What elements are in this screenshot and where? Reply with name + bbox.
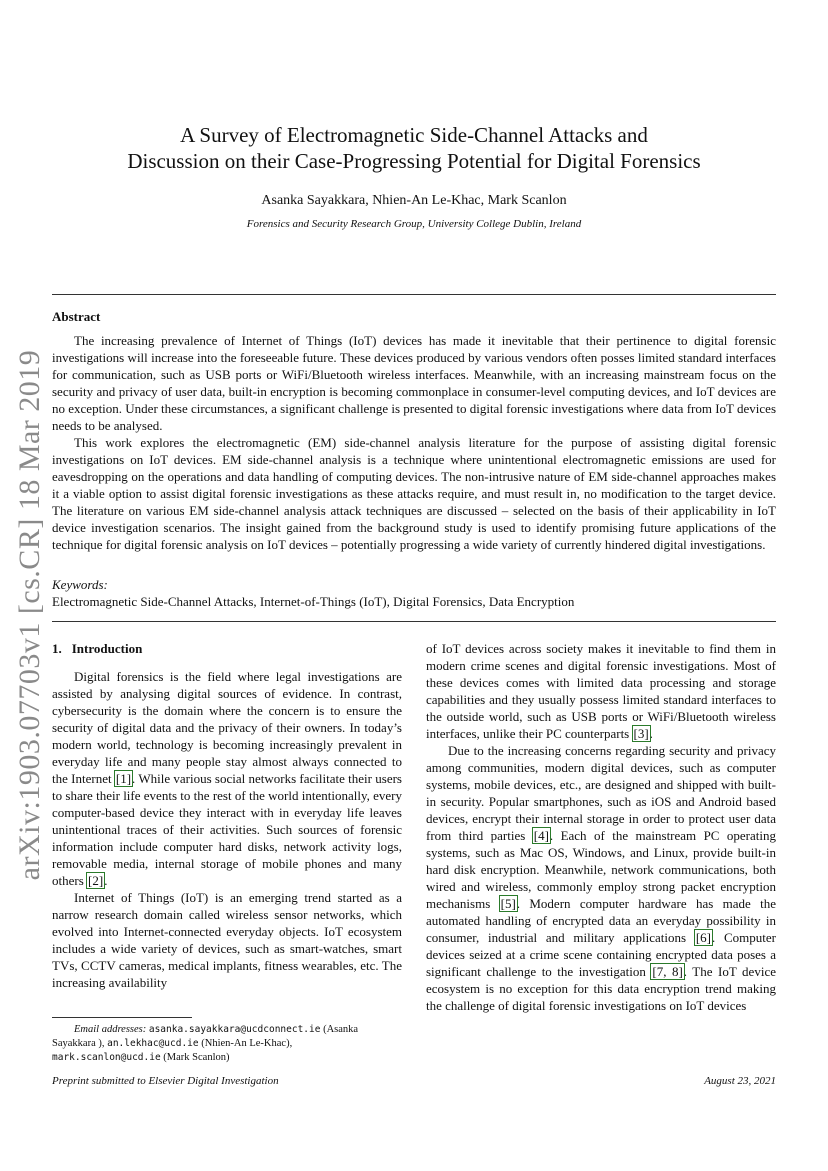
email-link[interactable]: mark.scanlon@ucd.ie (52, 1052, 161, 1063)
arxiv-id[interactable]: arXiv:1903.07703v1 [cs.CR] 18 Mar 2019 (13, 349, 46, 881)
email-link[interactable]: an.lekhac@ucd.ie (107, 1038, 199, 1049)
arxiv-stamp[interactable] (8, 349, 52, 881)
citation-link[interactable]: [5] (500, 896, 516, 911)
email-owner: (Asanka Sayakkara ), (52, 1024, 359, 1049)
title-line-2: Discussion on their Case-Progressing Potential for Digital Forensics (127, 149, 701, 173)
text-run: . (104, 873, 108, 888)
keywords (52, 576, 776, 610)
abstract-top-rule (52, 294, 776, 295)
text-run: . The IoT device ecosystem is no exception for this data encryption trend making the challenge of digital forensic investigations on IoT devices (426, 964, 776, 1013)
footer-venue: Preprint submitted to Elsevier Digital Investigation (52, 1075, 279, 1087)
text-run: Digital forensics is the field where legal investigations are assisted by analysing digital sources of evidence. In contrast, cybersecurity is the domain where the concern is to ensure the security of digital data and the privacy of their owners. In today’s modern world, technology is becoming increasingly prevalent in everyday life and many people stay almost always connected to the Internet (52, 669, 402, 786)
text-run: . While various social networks facilitate their users to share their life events to the rest of the world intentionally, every computer-based device they interact with in everyday life leaves unintentional traces of their activities. Such sources of forensic information include computer hard disks, network activity logs, removable media, internal storage of mobile phones and many others (52, 771, 402, 888)
right-column (426, 640, 776, 1014)
footer-date: August 23, 2021 (704, 1075, 776, 1087)
intro-paragraph-2: Internet of Things (IoT) is an emerging trend started as a narrow research domain called wireless sensor networks, which evolved into Internet-connected everyday objects. IoT ecosystem includes a wide variety of devices, such as smart-watches, smart TVs, CCTV cameras, medical implants, fitness wearables, etc. The increasing availability (52, 890, 402, 990)
abstract-body (52, 332, 776, 553)
citation-link[interactable]: [3] (633, 726, 649, 741)
footnote-label: Email addresses: (74, 1024, 147, 1035)
intro-paragraph-2-continued (426, 640, 776, 742)
affiliation: Forensics and Security Research Group, University College Dublin, Ireland (246, 218, 582, 230)
keywords-text: Electromagnetic Side-Channel Attacks, Internet-of-Things (IoT), Digital Forensics, Data Encryption (52, 594, 575, 609)
intro-paragraph-1 (52, 668, 402, 889)
text-run: Due to the increasing concerns regarding security and privacy among communities, modern digital devices, such as computer systems, mobile devices, etc., are designed and shipped with built-in security. Popular smartphones, such as iOS and Android based devices, encrypt their internal storage in order to protect user data from third parties (426, 743, 776, 843)
citation-link[interactable]: [4] (533, 828, 549, 843)
intro-paragraph-3 (426, 742, 776, 1014)
footnote (52, 1023, 402, 1065)
citation-link[interactable]: [1] (115, 771, 132, 786)
section-number: 1. (52, 641, 62, 656)
abstract-bottom-rule (52, 621, 776, 622)
section-heading (52, 640, 402, 657)
left-column (52, 640, 402, 991)
section-title: Introduction (71, 641, 143, 656)
email-owner: (Nhien-An Le-Khac), (198, 1038, 293, 1049)
text-run: . Modern computer hardware has made the automated handling of encrypted data an everyday possibility in consumer, industrial and military applications (426, 896, 776, 945)
text-run: of IoT devices across society makes it inevitable to find them in modern crime scenes and digital forensic investigations. Most of these devices comes with limited data processing and storage capabilities and they usually possess limited standard interfaces to the outside world, such as USB ports or WiFi/Bluetooth wireless interfaces, unlike their PC counterparts (426, 641, 776, 741)
text-run: . Computer devices seized at a crime scene containing encrypted data poses a significant challenge to the investigation (426, 930, 777, 979)
text-run: . Each of the mainstream PC operating systems, such as Mac OS, Windows, and Linux, provide built-in hard disk encryption. Meanwhile, network communications, both wired and wireless, commonly employ strong packet encryption mechanisms (426, 828, 776, 911)
paper-title (100, 122, 728, 174)
abstract-paragraph-2: This work explores the electromagnetic (EM) side-channel analysis literature for the purpose of assisting digital forensic investigations on IoT devices. EM side-channel analysis is a technique where unintentional electromagnetic emissions are used for eavesdropping on the operations and data handling of computing devices. The non-intrusive nature of EM side-channel approaches makes it a viable option to assist digital forensic investigations as these attacks require, and must result in, no modification to the target device. The literature on various EM side-channel analysis attack techniques are discussed – selected on the basis of their applicability in IoT device investigation scenarios. The insight gained from the background study is used to identify promising future applications of the technique for digital forensic analysis on IoT devices – potentially progressing a wide variety of currently hindered digital investigations. (52, 435, 776, 552)
footnote-rule (52, 1017, 192, 1018)
email-link[interactable]: asanka.sayakkara@ucdconnect.ie (148, 1024, 321, 1035)
citation-link[interactable]: [2] (88, 873, 104, 888)
title-line-1: A Survey of Electromagnetic Side-Channel Attacks and (180, 123, 648, 147)
email-owner: (Mark Scanlon) (160, 1052, 230, 1063)
abstract-paragraph-1: The increasing prevalence of Internet of Things (IoT) devices has made it inevitable that their pertinence to digital forensic investigations will increase into the foreseeable future. These devices produced by various vendors often posses limited standard interfaces for communication, such as USB ports or WiFi/Bluetooth wireless interfaces. Meanwhile, with an increasing mainstream focus on the security and privacy of user data, built-in encryption is becoming commonplace in consumer-level computing devices, and IoT devices are no exception. Under these circumstances, a significant challenge is presented to digital forensic investigations where data from IoT devices needs to be analysed. (52, 333, 776, 433)
keywords-label: Keywords: (52, 577, 108, 592)
text-run: . (649, 726, 653, 741)
citation-link[interactable]: [6] (695, 930, 712, 945)
abstract-heading: Abstract (52, 309, 101, 324)
author-list: Asanka Sayakkara, Nhien-An Le-Khac, Mark Scanlon (261, 193, 567, 208)
citation-link[interactable]: [7, 8] (652, 964, 683, 979)
